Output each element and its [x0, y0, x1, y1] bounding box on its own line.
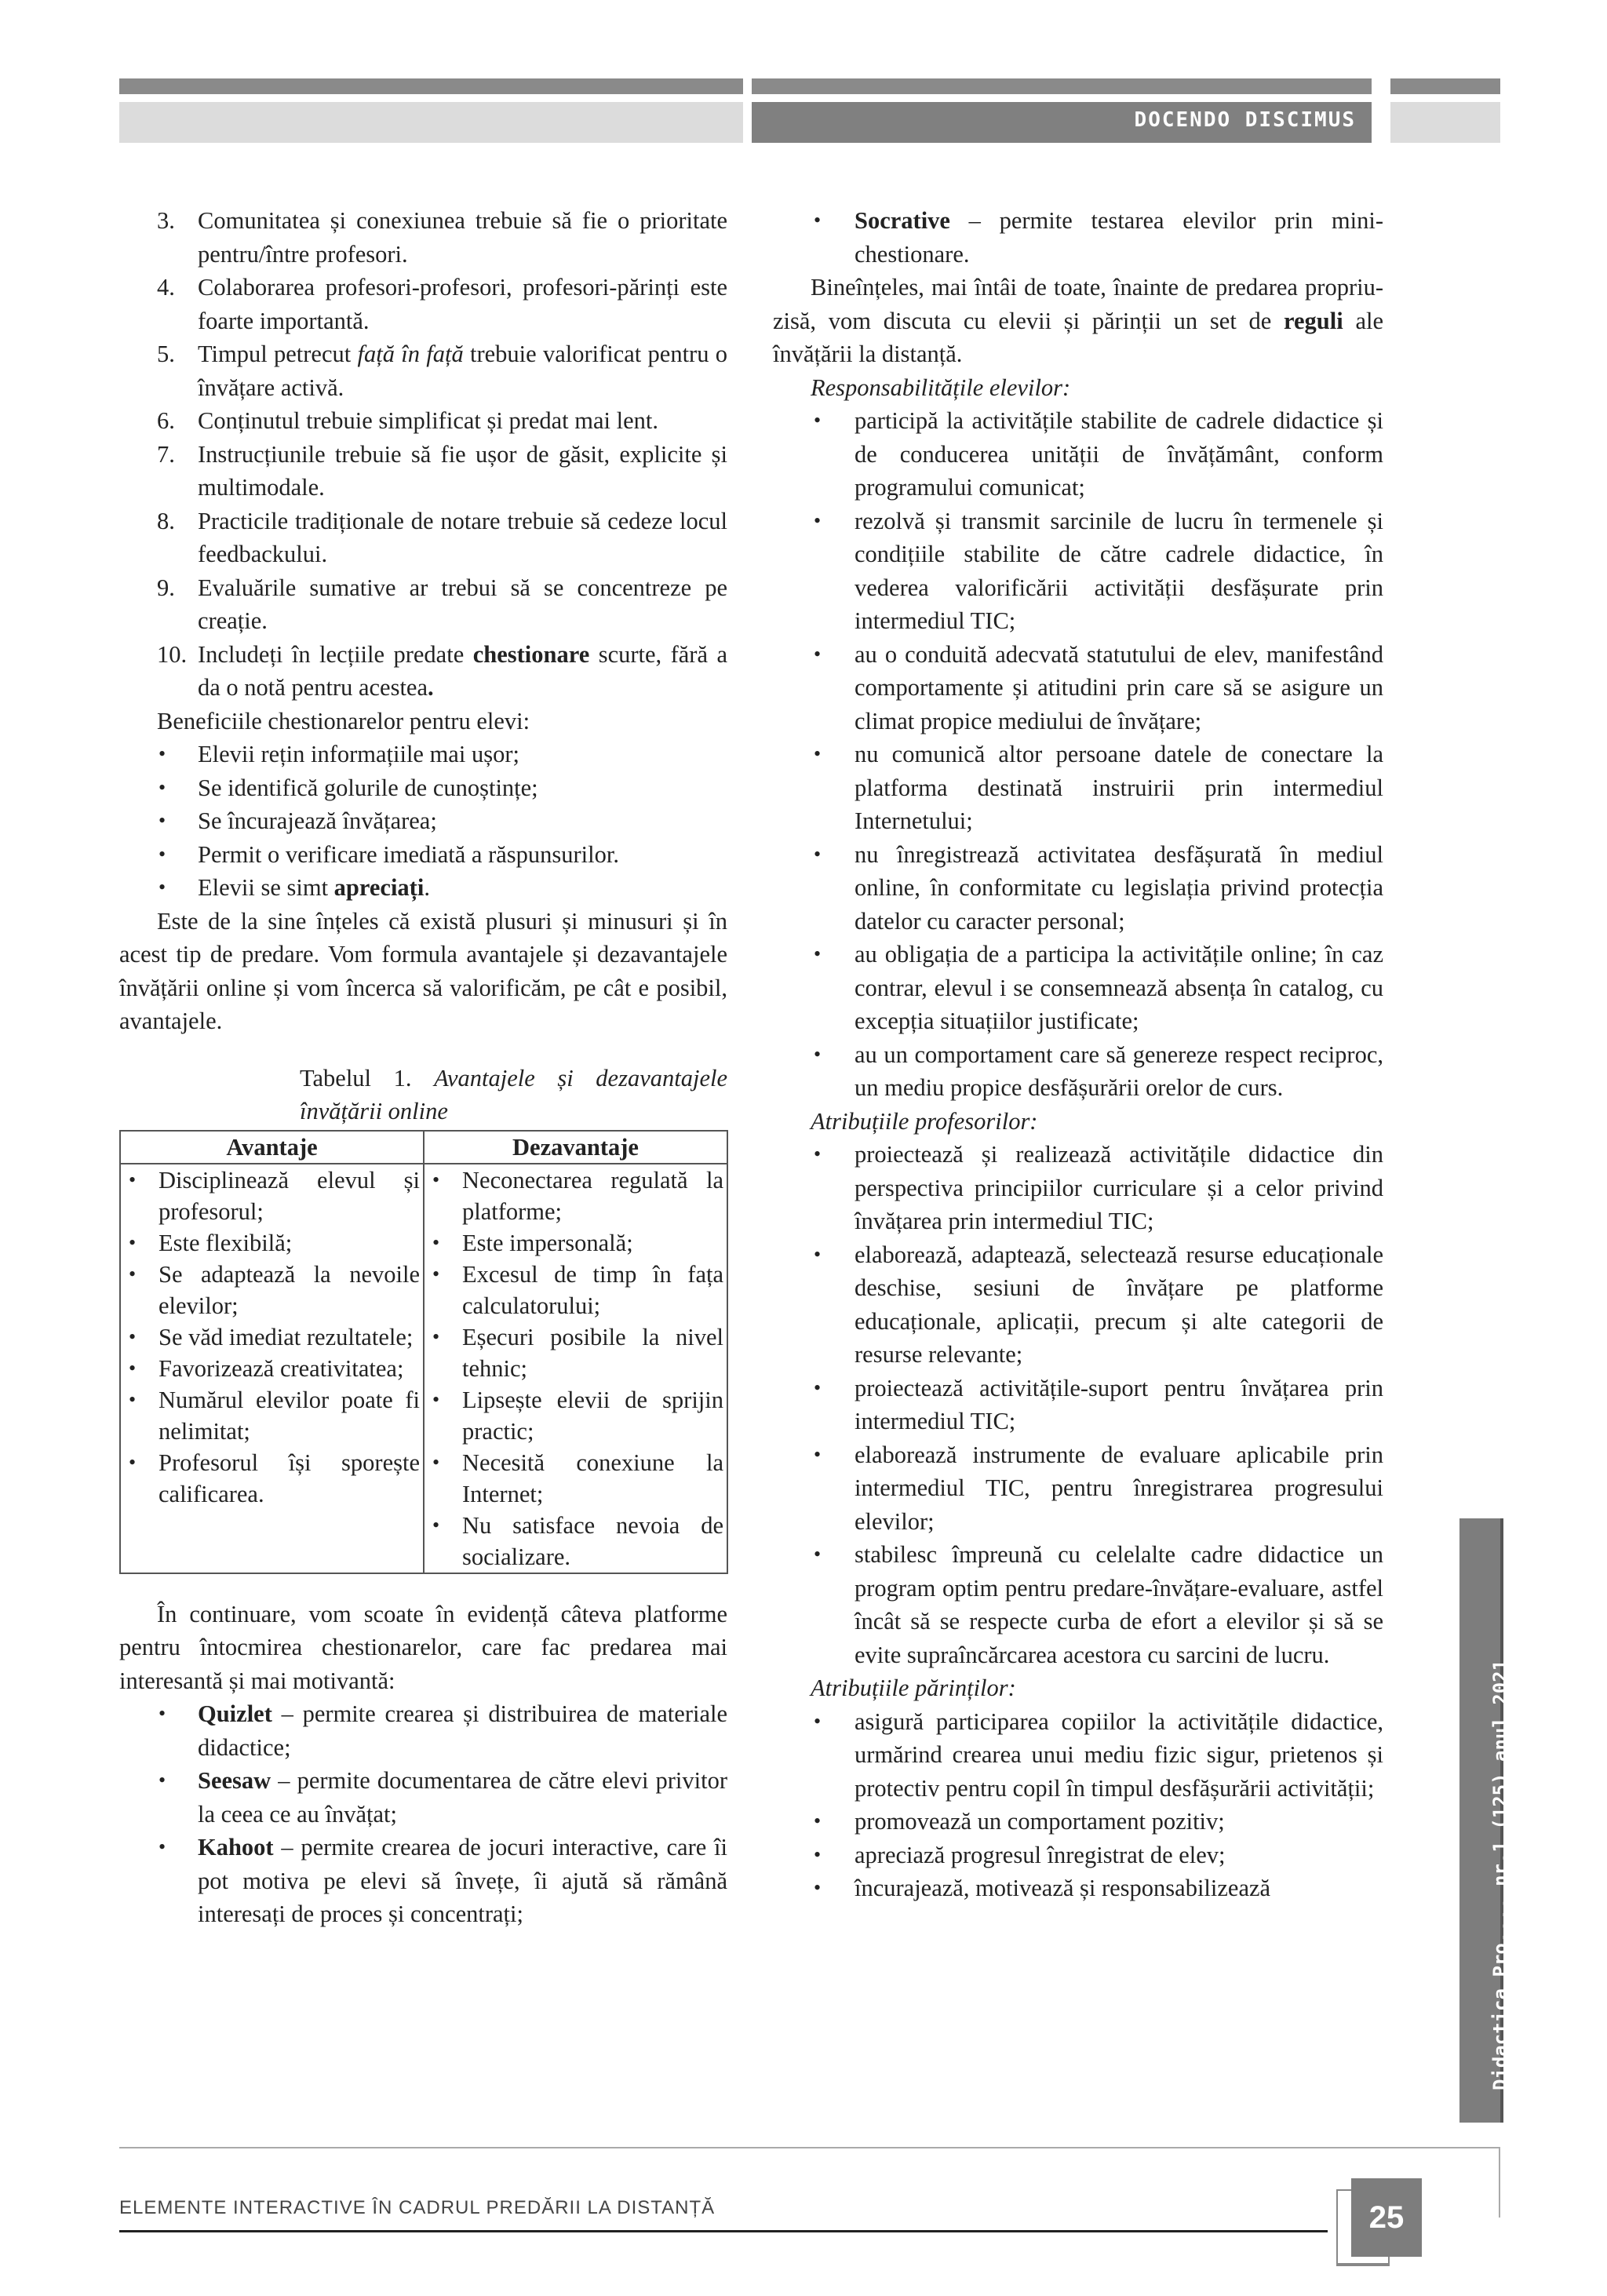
paragraph: Este de la sine înțeles că există plusuri și minusuri și în acest tip de predare. Vom formula avantajele și dezavantajele învățării online și vom încerca să valorificăm, pe cât e posibil, avantajele.	[119, 907, 727, 1034]
table-header: Dezavantaje	[424, 1131, 727, 1164]
list-item: • Elevii rețin informațiile mai ușor;	[159, 741, 519, 767]
list-item: • asigură participarea copiilor la activitățile didactice, urmărind crearea unui mediu fizic sigur, prietenos și protectiv pentru copil în timpul desfășurării activității;	[814, 1707, 1383, 1802]
list-item: • au o conduită adecvată statutului de elev, manifestând comportamente și atitudini prin care să se asigure un climat propice mediului de învățare;	[814, 640, 1383, 734]
list-item: 5. Timpul petrecut față în față trebuie valorificat pentru o învățare activă.	[157, 341, 727, 401]
list-item: • Profesorul își sporește calificarea.	[129, 1449, 420, 1507]
list-item: 6. Conținutul trebuie simplificat și predat mai lent.	[157, 407, 659, 434]
list-item: • stabilesc împreună cu celelalte cadre didactice un program optim pentru predare-învățare-evaluare, astfel încât să se respecte curba de efort a elevilor și să se evite supraîncărcarea acestora cu sarcini de lucru.	[814, 1541, 1383, 1668]
numbered-list	[119, 204, 727, 705]
list-item: • Favorizează creativitatea;	[129, 1354, 404, 1382]
list-item: • Excesul de timp în fața calculatorului;	[432, 1260, 723, 1319]
list-item: • Necesită conexiune la Internet;	[432, 1449, 723, 1507]
platforms-list	[119, 1697, 727, 1931]
parents-heading: Atribuțiile părinților:	[811, 1675, 1016, 1701]
list-item: 4. Colaborarea profesori-profesori, profesori-părinți este foarte importantă.	[157, 274, 727, 334]
students-list	[773, 404, 1383, 1105]
list-item: 8. Practicile tradiționale de notare trebuie să cedeze locul feedbackului.	[157, 507, 727, 567]
list-item: • Numărul elevilor poate fi nelimitat;	[129, 1386, 420, 1445]
footer-vertical-rule	[1499, 2147, 1500, 2218]
header-bar-right	[1390, 78, 1500, 94]
table-header: Avantaje	[120, 1131, 424, 1164]
list-item: • proiectează și realizează activitățile didactice din perspectiva principiilor curriculare și a celor privind învățarea prin intermediul TIC;	[814, 1141, 1383, 1234]
list-item: • Este flexibilă;	[129, 1229, 293, 1256]
paragraph: În continuare, vom scoate în evidență câteva platforme pentru întocmirea chestionarelor, care fac predarea mai interesantă și mai motivantă:	[119, 1600, 727, 1694]
journal-issue-label: Didactica Pro..., nr.1 (125) anul 2021	[1489, 1659, 1511, 2090]
list-item: 7. Instrucțiunile trebuie să fie ușor de găsit, explicite și multimodale.	[157, 440, 727, 501]
list-item: • nu comunică altor persoane datele de conectare la platforma destinată instruirii prin intermediul Internetului;	[814, 741, 1383, 834]
header-bar-middle	[752, 78, 1372, 94]
header-band-right	[1390, 102, 1500, 143]
benefits-intro: Beneficiile chestionarelor pentru elevi:	[157, 707, 530, 734]
list-item: • rezolvă și transmit sarcinile de lucru în termenele și condițiile stabilite de către cadrele didactice, în vederea valorificării activității desfășurate prin intermediul TIC;	[814, 507, 1383, 634]
article-title: ELEMENTE INTERACTIVE ÎN CADRUL PREDĂRII LA DISTANȚĂ	[119, 2197, 716, 2218]
list-item: • Se identifică golurile de cunoștințe;	[159, 774, 538, 801]
page-number-tick	[1336, 2265, 1390, 2266]
list-item: • Se adaptează la nevoile elevilor;	[129, 1260, 420, 1319]
list-item: • încurajează, motivează și responsabilizează	[814, 1875, 1271, 1901]
list-item: • Eșecuri posibile la nivel tehnic;	[432, 1323, 723, 1382]
list-item: • Se încurajează învățarea;	[159, 807, 437, 834]
list-item: • Permit o verificare imediată a răspunsurilor.	[159, 840, 619, 868]
advantages-table	[119, 1130, 728, 1574]
table-cell	[120, 1164, 424, 1573]
header-band-left	[119, 102, 743, 143]
list-item: 10. Includeți în lecțiile predate chestionare scurte, fără a da o notă pentru acestea.	[157, 640, 727, 701]
parents-list	[773, 1705, 1383, 1905]
list-item: • Este impersonală;	[432, 1229, 633, 1256]
teachers-heading: Atribuțiile profesorilor:	[811, 1107, 1038, 1135]
list-item: • Neconectarea regulată la platforme;	[432, 1166, 723, 1225]
list-item: • apreciază progresul înregistrat de elev;	[814, 1841, 1226, 1868]
list-item: • Disciplinează elevul și profesorul;	[129, 1166, 420, 1225]
list-item: • Nu satisface nevoia de socializare.	[432, 1511, 723, 1570]
list-item: • Elevii se simt apreciați.	[159, 874, 430, 901]
list-item: • participă la activitățile stabilite de cadrele didactice și de conducerea unității de învățământ, conform programului comunicat;	[814, 407, 1383, 501]
list-item: 9. Evaluările sumative ar trebui să se concentreze pe creație.	[157, 574, 727, 634]
page-number: 25	[1351, 2178, 1422, 2257]
benefits-list	[119, 738, 727, 905]
list-item: • proiectează activitățile-suport pentru învățarea prin intermediul TIC;	[814, 1374, 1383, 1434]
list-item: • nu înregistrează activitatea desfășurată în mediul online, în conformitate cu legislația privind protecția datelor cu caracter personal;	[814, 840, 1383, 935]
running-head: DOCENDO DISCIMUS	[1134, 108, 1356, 132]
paragraph: Bineînțeles, mai întâi de toate, înainte de predarea propriu-zisă, vom discuta cu elevii și părinții un set de reguli ale învățării la distanță.	[773, 274, 1383, 367]
table-cell	[424, 1164, 727, 1573]
list-item: • Socrative – permite testarea elevilor prin mini-chestionare.	[814, 207, 1383, 268]
list-item: • Quizlet – permite crearea și distribuirea de materiale didactice;	[159, 1700, 727, 1761]
table-caption: Tabelul 1. Avantajele și dezavantajele învățării online	[300, 1064, 727, 1124]
platforms-list-continued	[773, 204, 1383, 271]
list-item: • promovează un comportament pozitiv;	[814, 1808, 1225, 1835]
teachers-list	[773, 1138, 1383, 1671]
list-item: • au un comportament care să genereze respect reciproc, un mediu propice desfășurării orelor de curs.	[814, 1040, 1383, 1101]
list-item: • Se văd imediat rezultatele;	[129, 1323, 414, 1350]
list-item: • elaborează instrumente de evaluare aplicabile prin intermediul TIC, pentru înregistrarea progresului elevilor;	[814, 1441, 1383, 1535]
left-column	[119, 204, 727, 1931]
footer-top-rule	[119, 2147, 1500, 2148]
students-heading: Responsabilitățile elevilor:	[811, 374, 1071, 401]
right-column	[773, 204, 1383, 1905]
list-item: • Seesaw – permite documentarea de către elevi privitor la ceea ce au învățat;	[159, 1767, 727, 1828]
list-item: • Kahoot – permite crearea de jocuri interactive, care îi pot motiva pe elevi să învețe, îi ajută să rămână interesați de proces și concentrați;	[159, 1834, 727, 1927]
list-item: • Lipsește elevii de sprijin practic;	[432, 1386, 723, 1445]
list-item: 3. Comunitatea și conexiunea trebuie să fie o prioritate pentru/între profesori.	[157, 207, 727, 268]
list-item: • au obligația de a participa la activitățile online; în caz contrar, elevul i se consemnează absența în catalog, cu excepția situațiilor justificate;	[814, 941, 1383, 1034]
list-item: • elaborează, adaptează, selectează resurse educaționale deschise, sesiuni de învățare pe platforme educaționale, aplicații, precum și alte categorii de resurse relevante;	[814, 1241, 1383, 1368]
header-bar-left	[119, 78, 743, 94]
footer-rule	[119, 2230, 1328, 2232]
